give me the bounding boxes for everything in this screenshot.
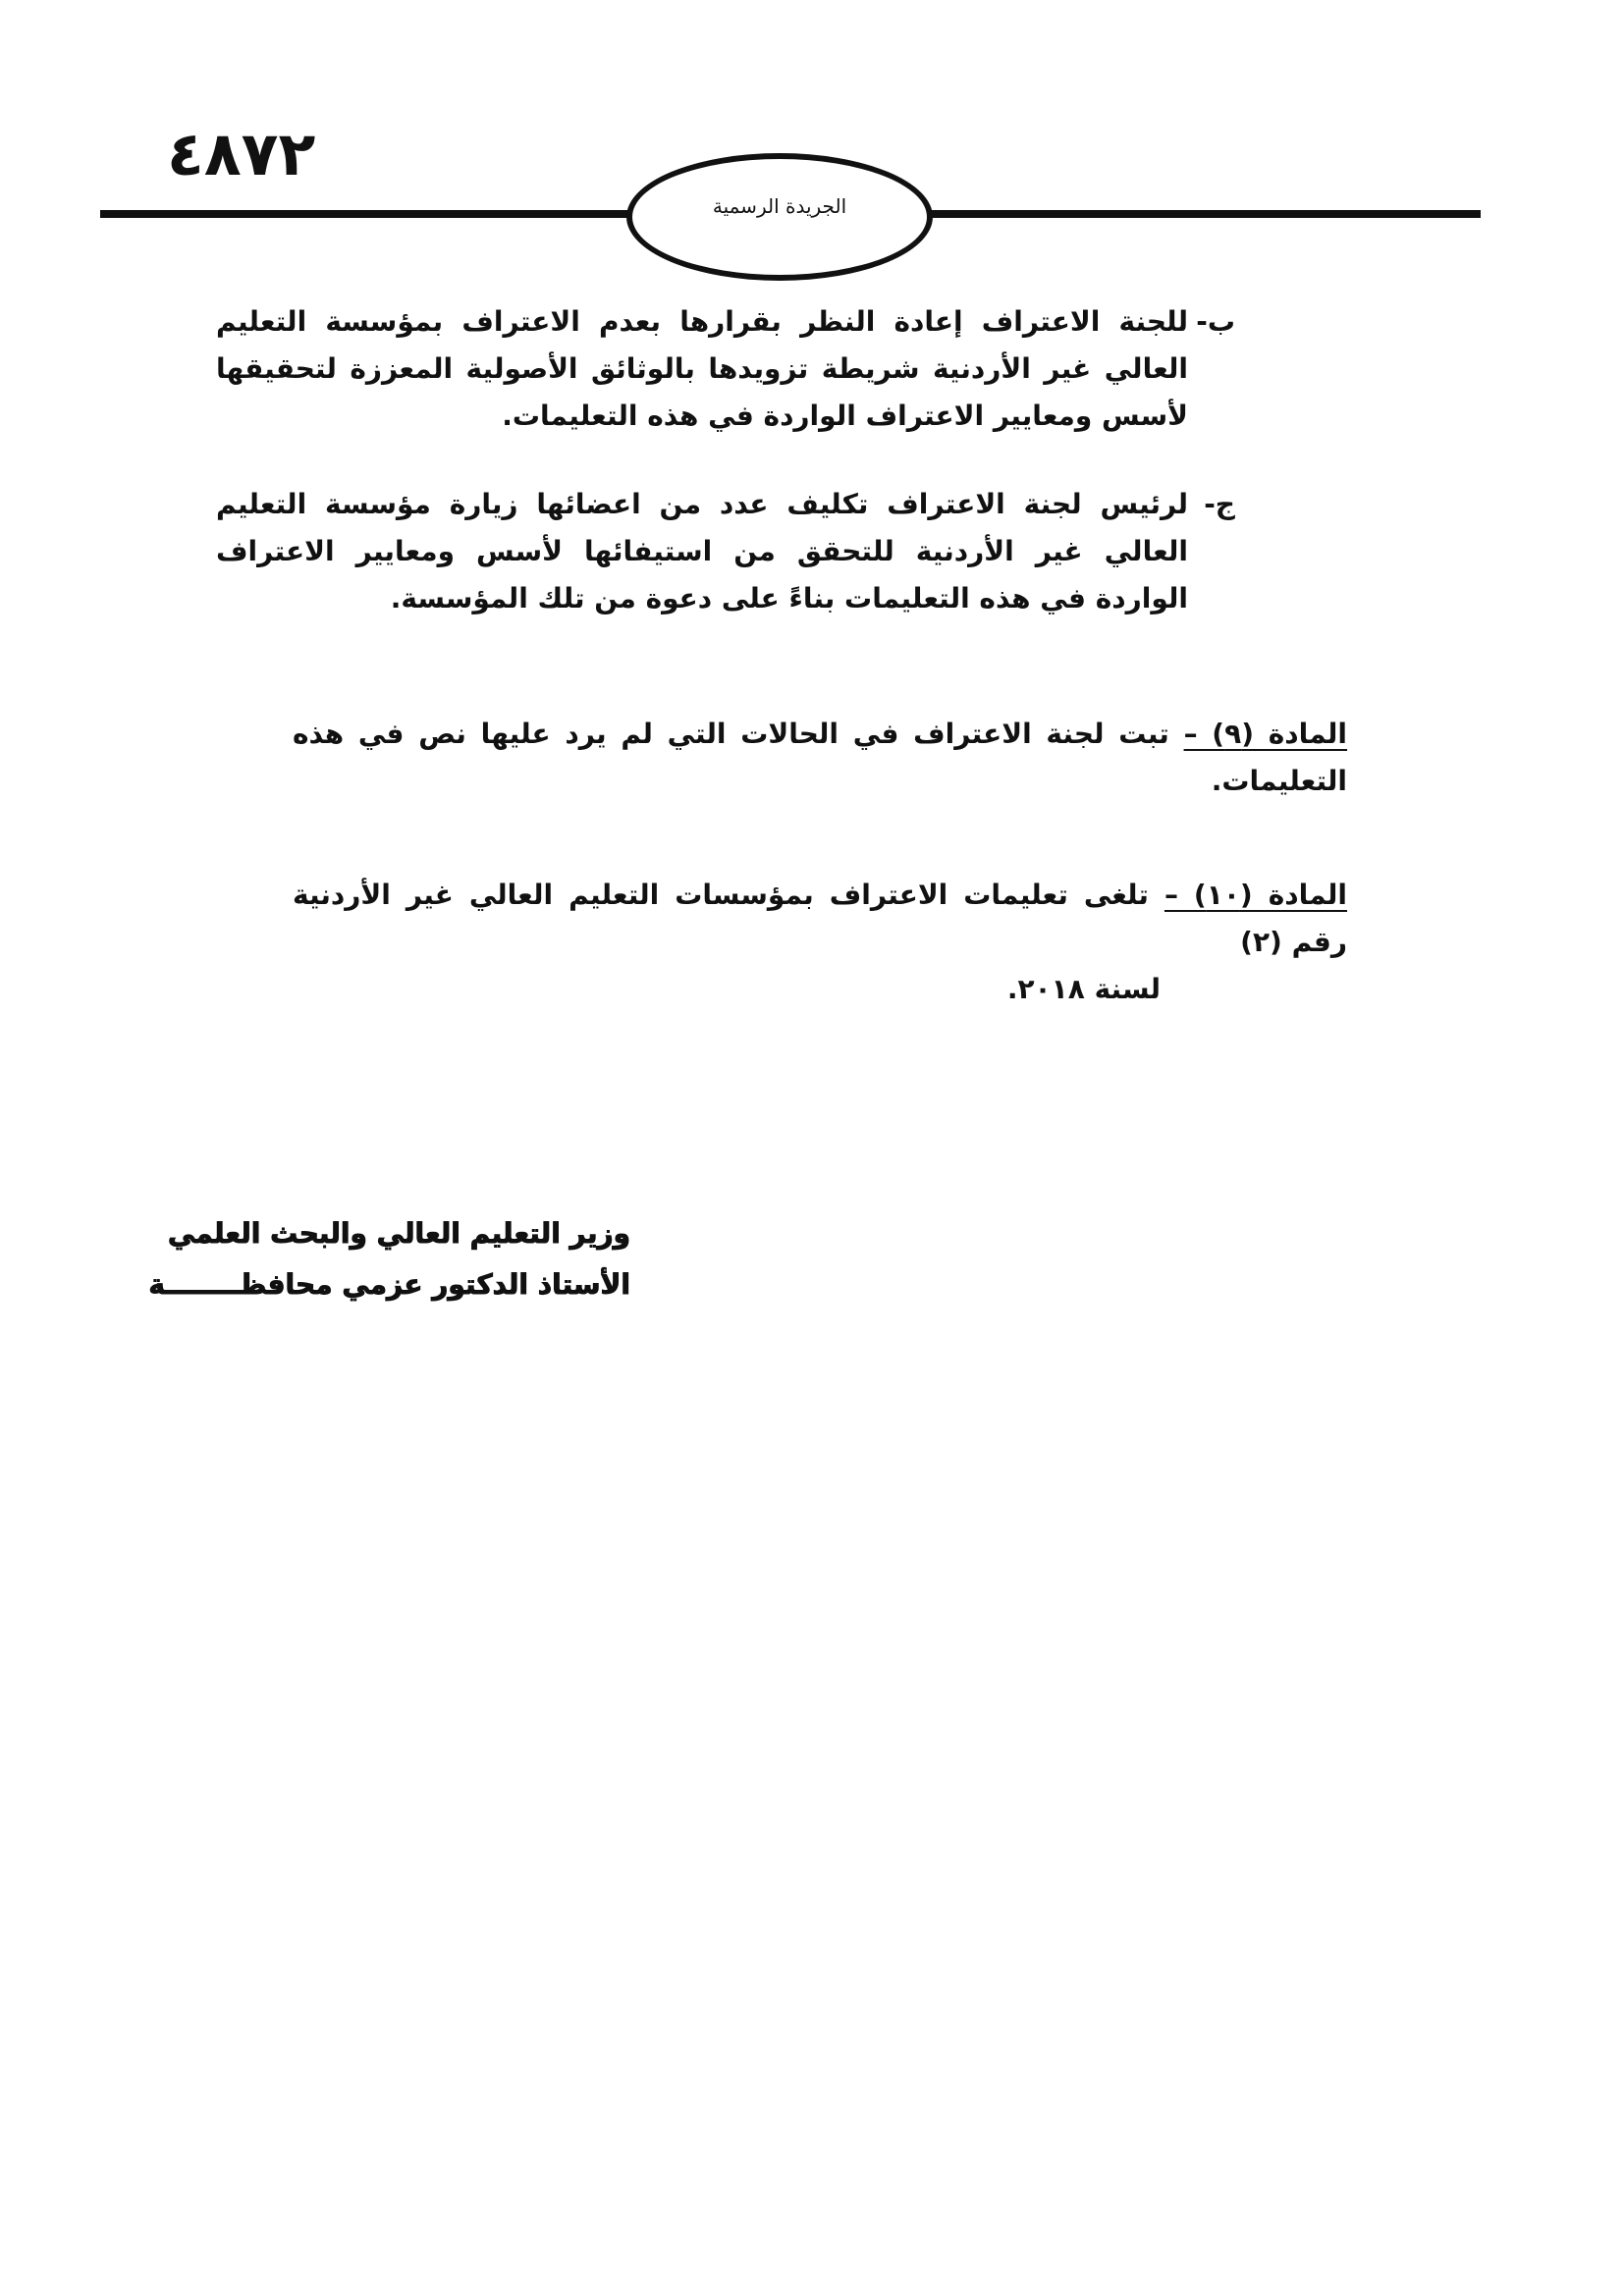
clause-text: لرئيس لجنة الاعتراف تكليف عدد من اعضائها زيارة مؤسسة التعليم العالي غير الأردنية للتحقق من استيفائها لأسس ومعايير الاعتراف الواردة في هذه التعليمات بناءً على دعوة من تلك المؤسسة. xyxy=(216,488,1188,614)
clause-text: للجنة الاعتراف إعادة النظر بقرارها بعدم الاعتراف بمؤسسة التعليم العالي غير الأردنية شريطة تزويدها بالوثائق الأصولية المعززة لتحقيقها لأسس ومعايير الاعتراف الواردة في هذه التعليمات. xyxy=(216,305,1188,432)
article-title: المادة (٩) – xyxy=(1183,718,1348,750)
clause-marker: ب- xyxy=(1196,305,1235,338)
clause-b xyxy=(216,298,1235,440)
article-title: المادة (١٠) – xyxy=(1164,879,1348,911)
article-10 xyxy=(293,872,1347,1013)
article-text: تلغى تعليمات الاعتراف بمؤسسات التعليم العالي غير الأردنية رقم (٢) xyxy=(293,879,1347,958)
article-text: تبت لجنة الاعتراف في الحالات التي لم يرد عليها نص في هذه التعليمات. xyxy=(293,718,1347,797)
article-9 xyxy=(293,711,1347,805)
publication-title: الجريدة الرسمية xyxy=(712,194,847,218)
page-number: ٤٨٧٢ xyxy=(167,118,316,189)
article-text-continuation: لسنة ٢٠١٨. xyxy=(1006,973,1161,1005)
signatory-name: الأستاذ الدكتور عزمي محافظــــــــة xyxy=(148,1268,630,1301)
signatory-title: وزير التعليم العالي والبحث العلمي xyxy=(167,1217,630,1250)
clause-marker: ج- xyxy=(1204,488,1235,520)
clause-c xyxy=(216,481,1235,622)
publication-badge xyxy=(626,153,933,281)
